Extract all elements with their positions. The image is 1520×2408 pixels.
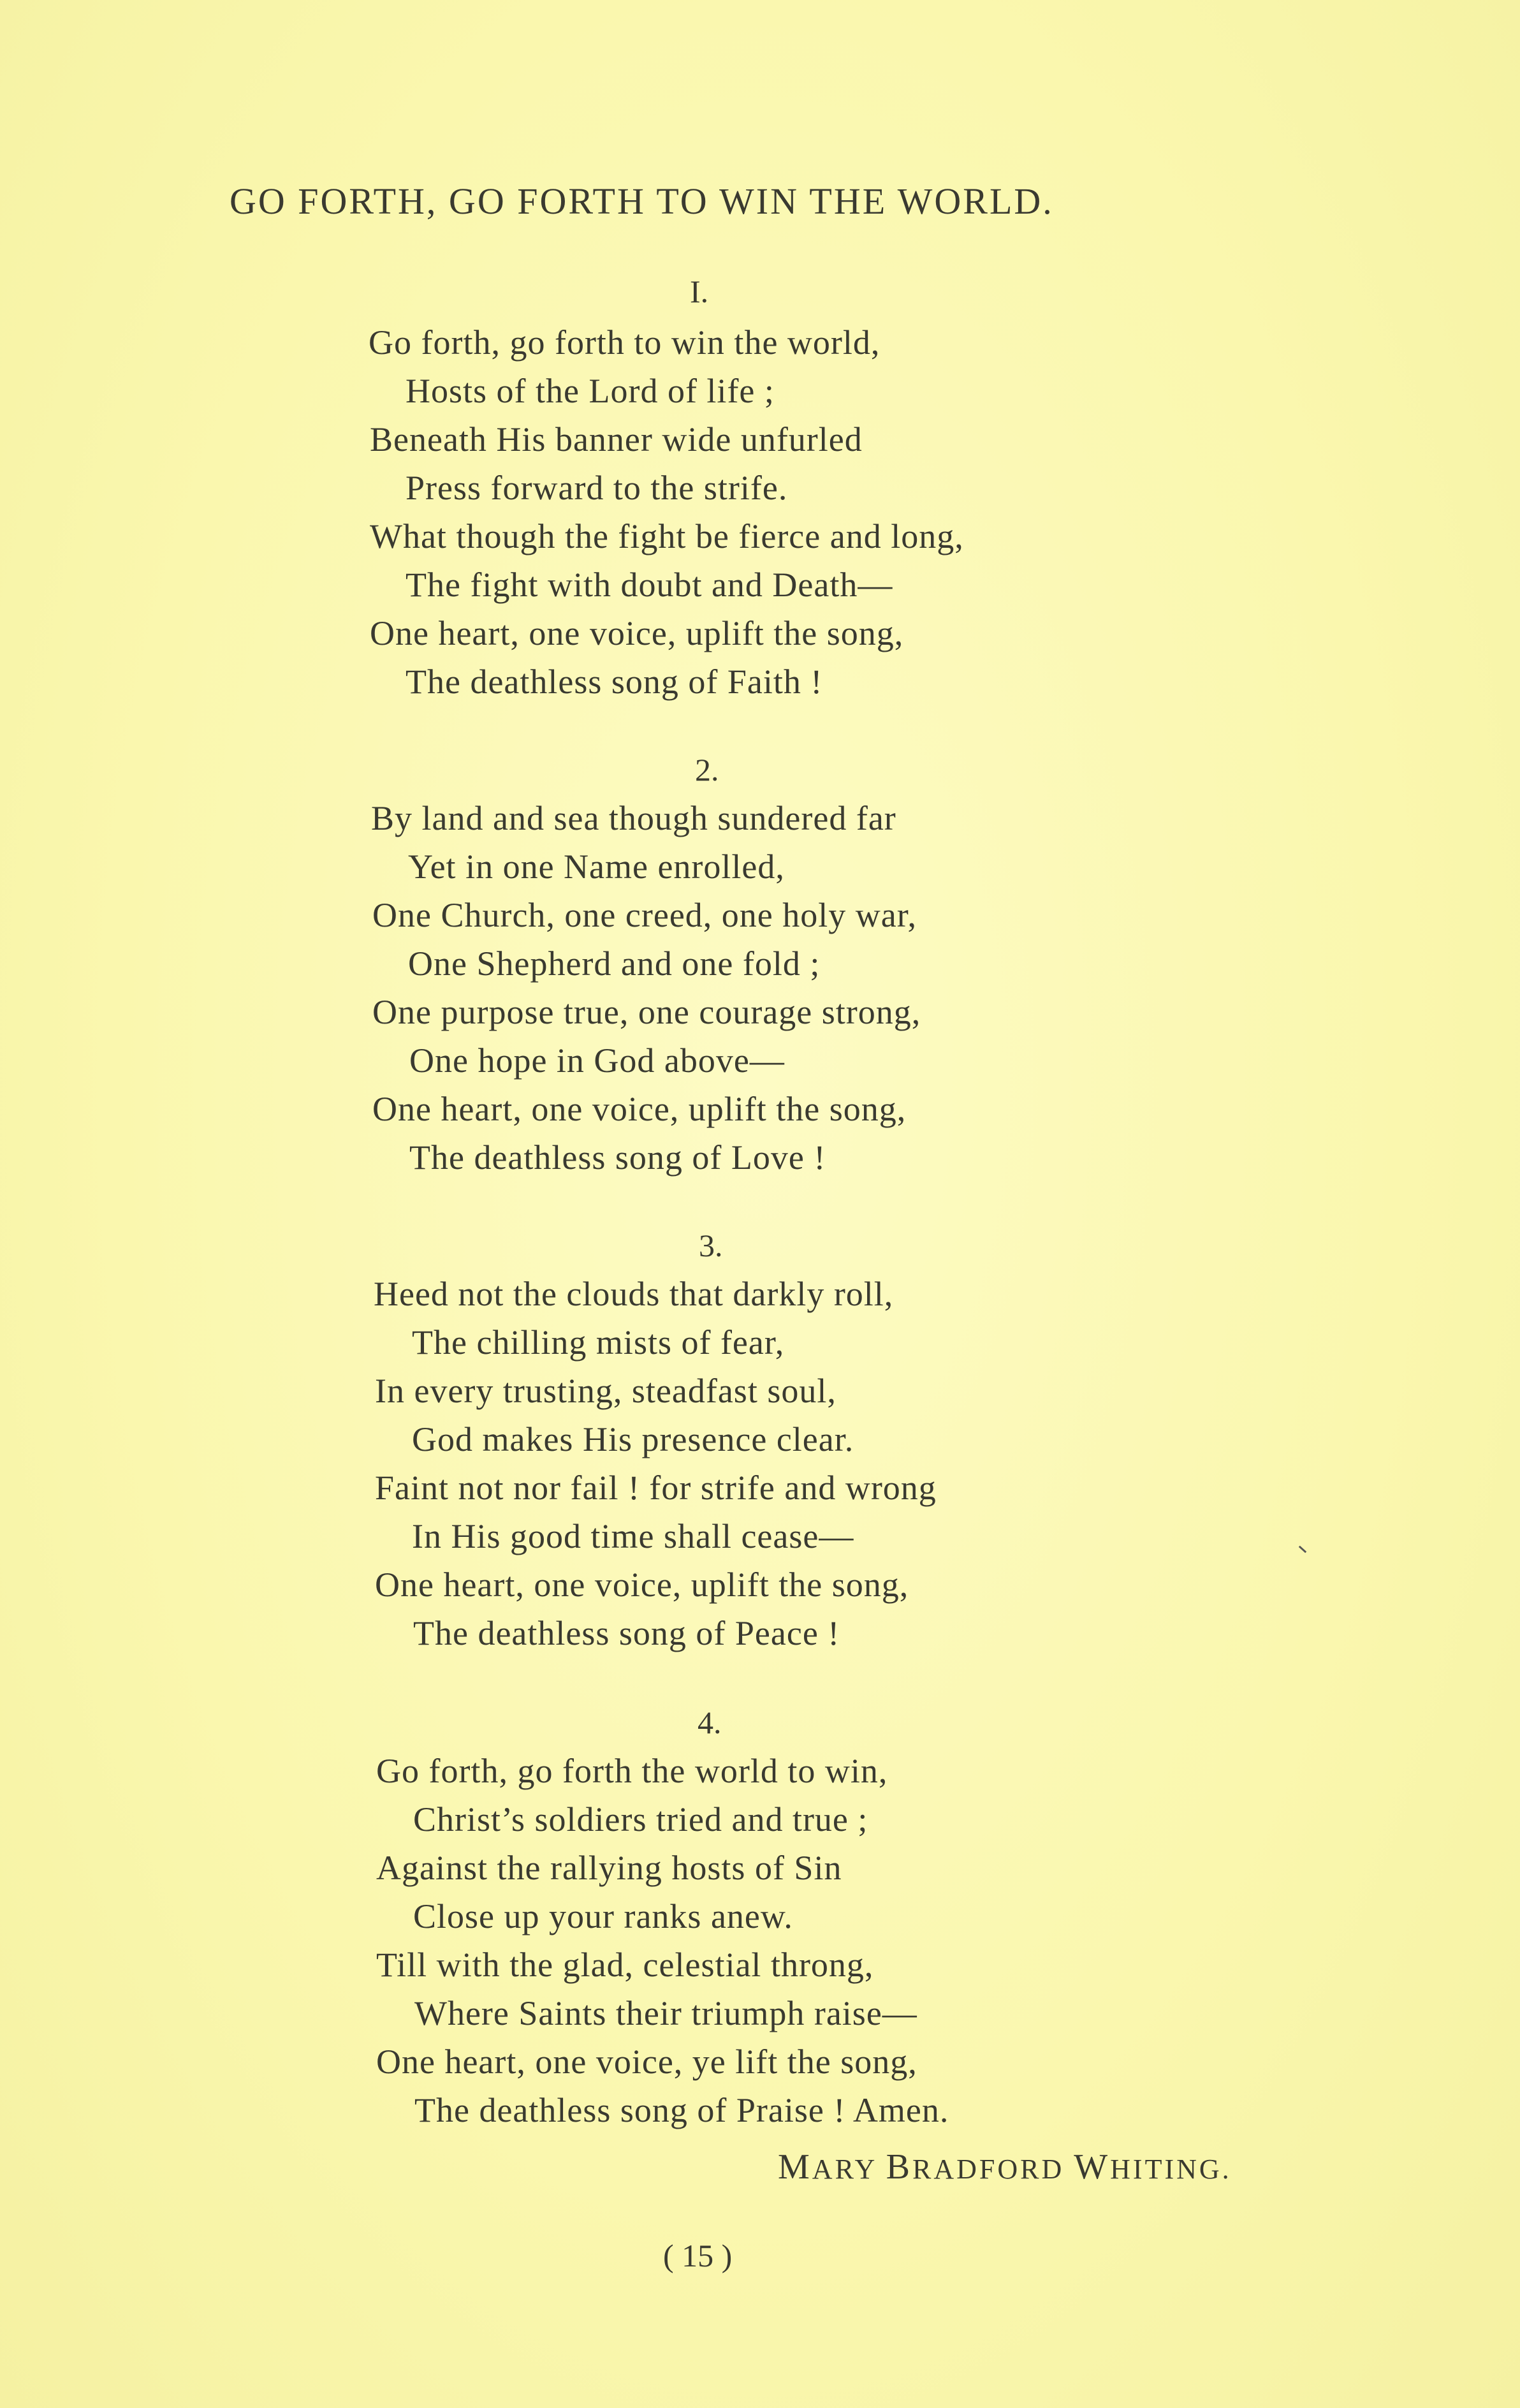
stanza-3-line-4: God makes His presence clear. bbox=[412, 1420, 854, 1458]
author-last-initial: W bbox=[1074, 2147, 1111, 2187]
author-attribution bbox=[778, 2147, 1232, 2187]
stanza-3-line-7: One heart, one voice, uplift the song, bbox=[375, 1566, 909, 1604]
stanza-number-3: 3. bbox=[699, 1228, 723, 1263]
stanza-4-line-5: Till with the glad, celestial throng, bbox=[376, 1946, 874, 1984]
stanza-3-line-6: In His good time shall cease— bbox=[412, 1517, 854, 1555]
stanza-1-line-8: The deathless song of Faith ! bbox=[406, 663, 823, 701]
stanza-3-line-3: In every trusting, steadfast soul, bbox=[375, 1372, 837, 1410]
stanza-3-line-2: The chilling mists of fear, bbox=[412, 1323, 785, 1362]
stanza-2-line-6: One hope in God above— bbox=[409, 1041, 785, 1080]
author-first-initial: M bbox=[778, 2147, 812, 2187]
poem-title: GO FORTH, GO FORTH TO WIN THE WORLD. bbox=[230, 180, 1054, 222]
stanza-2-line-5: One purpose true, one courage strong, bbox=[372, 993, 921, 1031]
page-number: ( 15 ) bbox=[663, 2238, 733, 2273]
stanza-2-line-2: Yet in one Name enrolled, bbox=[408, 848, 785, 886]
author-middle-rest: RADFORD bbox=[912, 2154, 1065, 2185]
stanza-1-line-6: The fight with doubt and Death— bbox=[406, 566, 893, 604]
stanza-2-line-1: By land and sea though sundered far bbox=[371, 799, 896, 837]
stanza-2-line-8: The deathless song of Love ! bbox=[409, 1138, 826, 1177]
stanza-number-1: I. bbox=[690, 274, 709, 309]
stanza-1-line-4: Press forward to the strife. bbox=[406, 469, 788, 507]
stanza-1-line-3: Beneath His banner wide unfurled bbox=[370, 420, 863, 459]
author-last-rest: HITING. bbox=[1110, 2154, 1232, 2185]
stanza-2-line-3: One Church, one creed, one holy war, bbox=[372, 896, 917, 934]
stanza-2-line-7: One heart, one voice, uplift the song, bbox=[372, 1090, 907, 1128]
author-first-rest: ARY bbox=[812, 2154, 877, 2185]
stanza-3-line-1: Heed not the clouds that darkly roll, bbox=[374, 1275, 894, 1313]
stanza-1-line-5: What though the fight be fierce and long, bbox=[370, 517, 964, 555]
stanza-4-line-1: Go forth, go forth the world to win, bbox=[376, 1752, 888, 1790]
stanza-1-line-7: One heart, one voice, uplift the song, bbox=[370, 614, 904, 652]
print-speck bbox=[1299, 1546, 1306, 1553]
stanza-3-line-8: The deathless song of Peace ! bbox=[413, 1614, 840, 1652]
stanza-1-line-2: Hosts of the Lord of life ; bbox=[406, 372, 775, 410]
stanza-4-line-4: Close up your ranks anew. bbox=[413, 1897, 793, 1935]
stanza-3-line-5: Faint not nor fail ! for strife and wrong bbox=[375, 1469, 937, 1507]
stanza-4-line-6: Where Saints their triumph raise— bbox=[414, 1994, 917, 2032]
stanza-4-line-2: Christ’s soldiers tried and true ; bbox=[413, 1800, 868, 1839]
stanza-4-line-7: One heart, one voice, ye lift the song, bbox=[376, 2043, 917, 2081]
stanza-number-2: 2. bbox=[695, 752, 719, 788]
author-middle-initial: B bbox=[886, 2147, 912, 2187]
stanza-2-line-4: One Shepherd and one fold ; bbox=[408, 944, 821, 983]
stanza-number-4: 4. bbox=[698, 1705, 722, 1740]
stanza-4-line-8: The deathless song of Praise ! Amen. bbox=[414, 2091, 949, 2129]
stanza-1-line-1: Go forth, go forth to win the world, bbox=[369, 323, 881, 362]
stanza-4-line-3: Against the rallying hosts of Sin bbox=[376, 1849, 842, 1887]
